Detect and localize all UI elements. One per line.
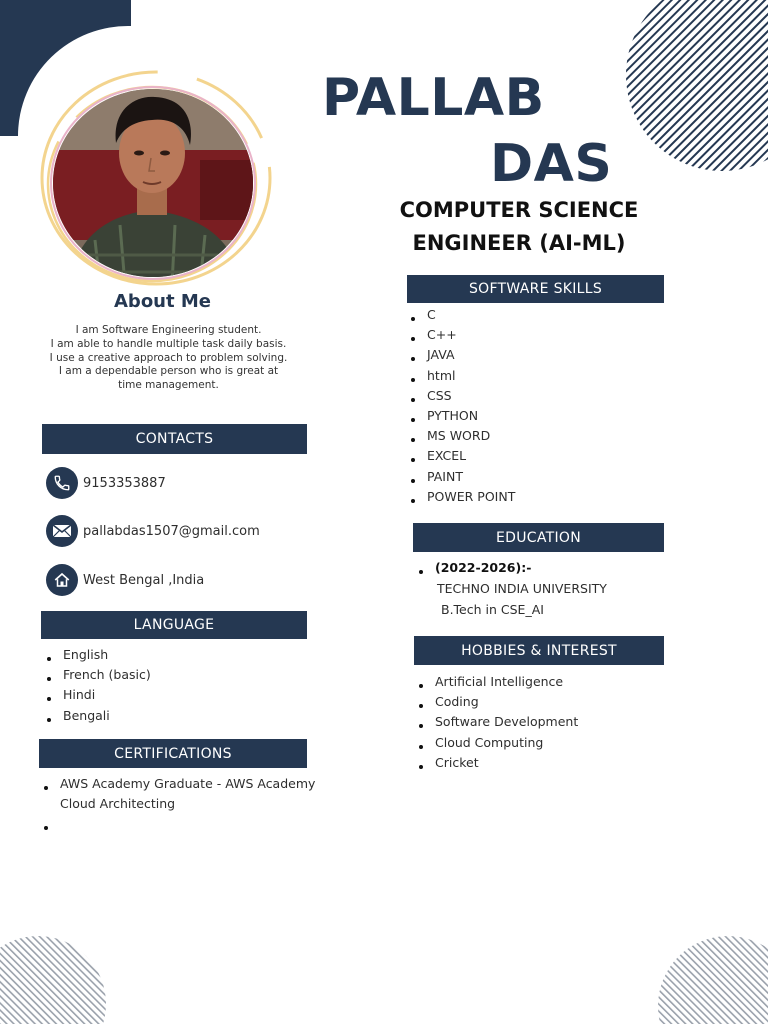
list-item: PYTHON (405, 406, 515, 426)
list-item: Coding (413, 692, 578, 712)
list-item: html (405, 366, 515, 386)
last-name: DAS (490, 134, 613, 194)
about-line: I use a creative approach to problem solving. (49, 351, 288, 364)
about-line: I am a dependable person who is great at (58, 365, 279, 378)
education-institution: TECHNO INDIA UNIVERSITY (437, 581, 607, 596)
list-item: C (405, 305, 515, 325)
list-item: Cloud Computing (413, 733, 578, 753)
list-item: EXCEL (405, 446, 515, 466)
contact-phone (46, 467, 166, 499)
about-line: I am Software Engineering student. (75, 324, 262, 336)
list-item (38, 814, 318, 834)
envelope-icon (46, 515, 78, 547)
list-item: Bengali (41, 706, 151, 726)
list-item: MS WORD (405, 426, 515, 446)
phone-number[interactable]: 9153353887 (83, 475, 166, 491)
language-list (41, 645, 151, 726)
home-icon (46, 564, 78, 596)
list-item: CSS (405, 386, 515, 406)
education-list (413, 558, 531, 578)
education-degree: B.Tech in CSE_AI (441, 602, 544, 617)
phone-icon (46, 467, 78, 499)
about-line: time management. (118, 379, 219, 392)
list-item: Cricket (413, 753, 578, 773)
about-line: I am able to handle multiple task daily basis. (50, 337, 287, 350)
hobbies-header: HOBBIES & INTEREST (414, 636, 664, 665)
list-item: POWER POINT (405, 487, 515, 507)
contact-email (46, 515, 260, 547)
email-address[interactable]: pallabdas1507@gmail.com (83, 523, 260, 539)
certification-line-1: AWS Academy Graduate - AWS Academy (60, 776, 316, 791)
job-title-line-1: COMPUTER SCIENCE (399, 198, 639, 222)
list-item: C++ (405, 325, 515, 345)
hatched-circle-bottom-left (0, 936, 106, 1024)
software-skills-list (405, 305, 515, 507)
list-item: English (41, 645, 151, 665)
education-header: EDUCATION (413, 523, 664, 552)
list-item: JAVA (405, 345, 515, 365)
hatched-circle-bottom-right (658, 936, 768, 1024)
job-title-line-2: ENGINEER (AI-ML) (412, 231, 626, 255)
list-item (38, 774, 318, 814)
list-item: Hindi (41, 685, 151, 705)
certifications-header: CERTIFICATIONS (39, 739, 307, 768)
certifications-list (38, 774, 318, 834)
contact-location (46, 564, 204, 596)
hobbies-list (413, 672, 578, 773)
about-text (36, 324, 301, 393)
first-name: PALLAB (322, 68, 545, 128)
list-item: French (basic) (41, 665, 151, 685)
list-item (413, 558, 531, 578)
list-item: Software Development (413, 712, 578, 732)
education-year: (2022-2026):- (435, 560, 532, 575)
hatched-circle-top-right (626, 0, 768, 171)
about-title: About Me (114, 291, 211, 312)
location-text: West Bengal ,India (83, 572, 205, 588)
certification-line-2: Cloud Architecting (60, 796, 176, 812)
list-item: PAINT (405, 467, 515, 487)
job-title (380, 194, 658, 260)
software-skills-header: SOFTWARE SKILLS (407, 275, 664, 303)
contacts-header: CONTACTS (42, 424, 307, 454)
list-item: Artificial Intelligence (413, 672, 578, 692)
language-header: LANGUAGE (41, 611, 307, 639)
